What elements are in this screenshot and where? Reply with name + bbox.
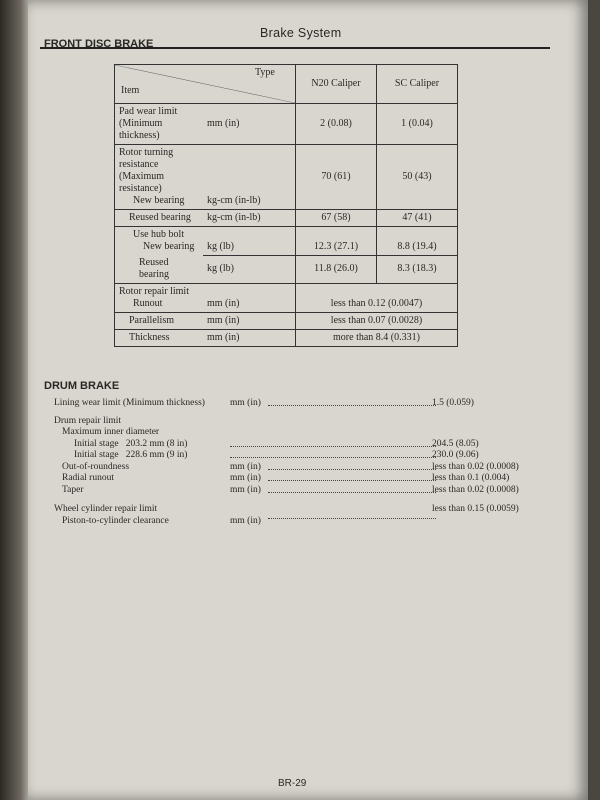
radial-runout-value: less than 0.1 (0.004)	[432, 473, 510, 483]
table-row	[115, 210, 458, 227]
lining-label: Lining wear limit (Minimum thickness)	[54, 398, 205, 408]
out-of-round-label: Out-of-roundness	[62, 461, 130, 472]
hb-reused-unit: kg (lb)	[203, 255, 296, 284]
drum-repair-label: Drum repair limit	[54, 415, 122, 426]
hb-reused-n20: 11.8 (26.0)	[296, 255, 377, 284]
front-disc-title: FRONT DISC BRAKE	[44, 38, 154, 50]
initial-stage-1-label: Initial stage 203.2 mm (8 in)	[74, 438, 188, 449]
list-item	[54, 427, 534, 439]
reused-bearing-unit: kg-cm (in-lb)	[203, 210, 296, 227]
hub-bolt-label: Use hub bolt	[133, 229, 185, 240]
new-bearing-label: New bearing	[133, 195, 185, 206]
pad-wear-label: Pad wear limit	[119, 106, 178, 117]
list-item	[54, 473, 534, 485]
radial-runout-unit: mm (in)	[230, 473, 261, 483]
reused-bearing-label: Reused bearing	[115, 210, 204, 227]
front-disc-table	[114, 64, 458, 347]
taper-value: less than 0.02 (0.0008)	[432, 484, 519, 495]
lining-value: 1.5 (0.059)	[432, 398, 474, 408]
list-item	[54, 398, 534, 410]
hb-new-sc: 8.8 (19.4)	[377, 227, 458, 256]
hb-new-label: New bearing	[143, 241, 195, 252]
list-item	[54, 516, 534, 528]
header-sc: SC Caliper	[377, 65, 458, 104]
runout-value: less than 0.12 (0.0047)	[296, 284, 458, 313]
leader-dots	[268, 469, 436, 470]
parallelism-unit: mm (in)	[203, 313, 296, 330]
table-row	[115, 284, 458, 313]
list-item	[54, 439, 534, 451]
page-header: Brake System	[260, 26, 342, 40]
new-bearing-unit: kg-cm (in-lb)	[203, 145, 296, 210]
pad-wear-sc: 1 (0.04)	[377, 104, 458, 145]
initial-stage-2-label: Initial stage 228.6 mm (9 in)	[74, 450, 188, 460]
initial-stage-2-value: 230.0 (9.06)	[432, 450, 479, 460]
pad-wear-unit: mm (in)	[203, 104, 296, 145]
max-inner-label: Maximum inner diameter	[62, 427, 160, 437]
cyl-limit-label: Wheel cylinder repair limit	[54, 504, 158, 514]
parallelism-value: less than 0.07 (0.0028)	[296, 313, 458, 330]
rotor-repair-label: Rotor repair limit	[119, 286, 189, 297]
drum-brake-specs	[54, 396, 534, 527]
pad-wear-label-2: (Minimum thickness)	[119, 118, 163, 141]
pad-wear-n20: 2 (0.08)	[296, 104, 377, 145]
table-row	[115, 330, 458, 347]
list-item	[54, 504, 534, 516]
header-type: Type	[255, 67, 275, 78]
drum-brake-title: DRUM BRAKE	[44, 380, 120, 392]
runout-unit: mm (in)	[203, 284, 296, 313]
piston-label: Piston-to-cylinder clearance	[62, 515, 169, 526]
taper-label: Taper	[62, 484, 84, 495]
parallelism-label: Parallelism	[115, 313, 204, 330]
list-item	[54, 416, 534, 428]
table-row	[115, 227, 458, 256]
new-bearing-sc: 50 (43)	[377, 145, 458, 210]
leader-dots	[268, 492, 436, 493]
rotor-turning-label-2: (Maximum resistance)	[119, 171, 164, 194]
leader-dots	[268, 480, 436, 481]
leader-dots	[230, 446, 436, 447]
table-row	[115, 104, 458, 145]
hb-new-n20: 12.3 (27.1)	[296, 227, 377, 256]
hb-new-unit: kg (lb)	[203, 227, 296, 256]
radial-runout-label: Radial runout	[62, 473, 114, 483]
out-of-round-unit: mm (in)	[230, 461, 261, 472]
page-number: BR-29	[278, 778, 307, 789]
thickness-value: more than 8.4 (0.331)	[296, 330, 458, 347]
header-item: Item	[121, 85, 140, 96]
reused-bearing-n20: 67 (58)	[296, 210, 377, 227]
thickness-label: Thickness	[115, 330, 204, 347]
reused-bearing-sc: 47 (41)	[377, 210, 458, 227]
table-row	[115, 255, 458, 284]
list-item	[54, 485, 534, 497]
thickness-unit: mm (in)	[203, 330, 296, 347]
taper-unit: mm (in)	[230, 484, 261, 495]
table-row	[115, 313, 458, 330]
hb-reused-label: Reused bearing	[115, 255, 204, 284]
lining-unit: mm (in)	[230, 398, 261, 408]
leader-dots	[230, 457, 436, 458]
leader-dots	[268, 405, 436, 406]
rotor-turning-label: Rotor turning resistance	[119, 147, 174, 170]
out-of-round-value: less than 0.02 (0.0008)	[432, 461, 519, 472]
initial-stage-1-value: 204.5 (8.05)	[432, 438, 479, 449]
table-header-item-type	[115, 65, 296, 104]
hb-reused-sc: 8.3 (18.3)	[377, 255, 458, 284]
list-item	[54, 462, 534, 474]
runout-label: Runout	[133, 298, 163, 309]
header-n20: N20 Caliper	[296, 65, 377, 104]
table-row	[115, 145, 458, 210]
piston-unit: mm (in)	[230, 515, 261, 526]
new-bearing-n20: 70 (61)	[296, 145, 377, 210]
piston-value: less than 0.15 (0.0059)	[432, 504, 519, 514]
list-item	[54, 450, 534, 462]
